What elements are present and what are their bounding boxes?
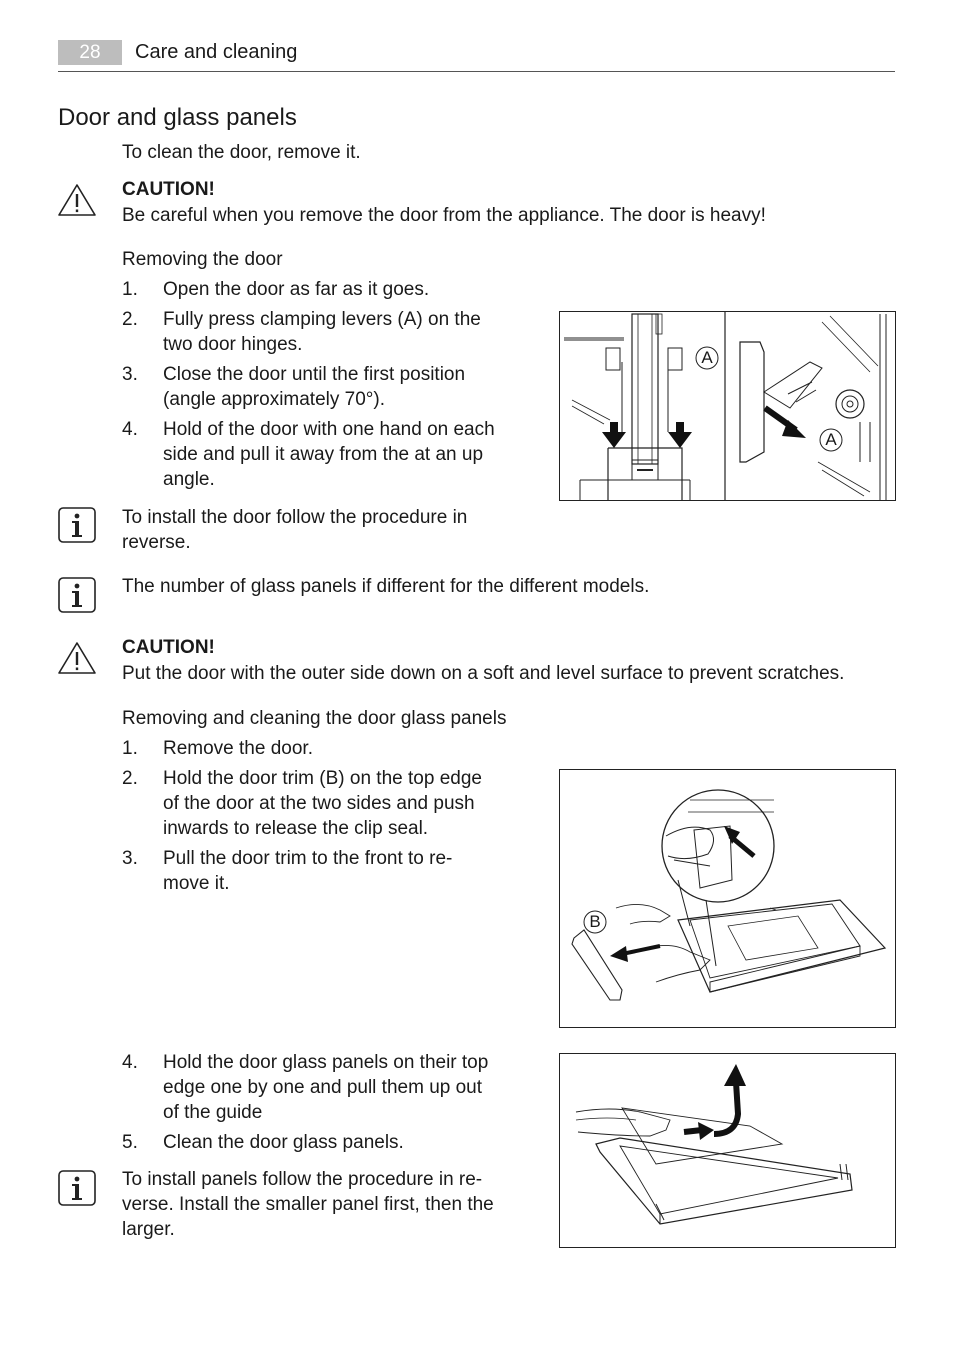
door-trim-illustration	[560, 770, 895, 1027]
list-item: edge one by one and pull them up out	[163, 1077, 483, 1098]
warning-triangle-icon	[57, 641, 97, 675]
list-item: Open the door as far as it goes.	[163, 279, 430, 300]
step-number: 3.	[122, 848, 138, 869]
hinge-label-a: A	[825, 430, 837, 449]
removing-panels-heading: Removing and cleaning the door glass panels	[122, 708, 507, 729]
step-number: 2.	[122, 768, 138, 789]
info-text: reverse.	[122, 532, 191, 553]
info-icon	[58, 577, 96, 613]
info-text: larger.	[122, 1219, 175, 1240]
list-item: Close the door until the first position	[163, 364, 466, 385]
list-item: inwards to release the clip seal.	[163, 818, 429, 839]
step-number: 2.	[122, 309, 138, 330]
list-item: two door hinges.	[163, 334, 303, 355]
glass-panel-illustration	[560, 1054, 895, 1247]
step-number: 4.	[122, 1052, 138, 1073]
intro-text: To clean the door, remove it.	[122, 142, 361, 163]
info-text: verse. Install the smaller panel first, then the	[122, 1194, 494, 1215]
caution-label: CAUTION!	[122, 637, 215, 658]
info-text: To install panels follow the procedure in re-	[122, 1169, 483, 1190]
glass-panel-figure	[559, 1053, 896, 1248]
list-item: Fully press clamping levers (A) on the	[163, 309, 481, 330]
list-item: Remove the door.	[163, 738, 313, 759]
door-trim-figure	[559, 769, 896, 1028]
info-icon	[58, 507, 96, 543]
caution-label: CAUTION!	[122, 179, 215, 200]
list-item: of the guide	[163, 1102, 263, 1123]
caution-text: Be careful when you remove the door from the appliance. The door is heavy!	[122, 205, 766, 226]
header-divider	[58, 71, 895, 72]
info-text: The number of glass panels if different for the different models.	[122, 576, 650, 597]
list-item: of the door at the two sides and push	[163, 793, 475, 814]
info-text: To install the door follow the procedure in	[122, 507, 468, 528]
step-number: 3.	[122, 364, 138, 385]
list-item: Hold of the door with one hand on each	[163, 419, 495, 440]
list-item: Clean the door glass panels.	[163, 1132, 404, 1153]
hinge-figure	[559, 311, 896, 501]
info-icon	[58, 1170, 96, 1206]
warning-triangle-icon	[57, 183, 97, 217]
trim-label-b: B	[589, 912, 601, 931]
list-item: angle.	[163, 469, 215, 490]
step-number: 4.	[122, 419, 138, 440]
removing-door-heading: Removing the door	[122, 249, 283, 270]
list-item: Pull the door trim to the front to re-	[163, 848, 453, 869]
list-item: (angle approximately 70°).	[163, 389, 385, 410]
page-number: 28	[58, 40, 122, 65]
hinge-illustration	[560, 312, 895, 500]
list-item: side and pull it away from the at an up	[163, 444, 484, 465]
page-title: Door and glass panels	[58, 104, 297, 131]
list-item: move it.	[163, 873, 230, 894]
step-number: 1.	[122, 279, 138, 300]
list-item: Hold the door glass panels on their top	[163, 1052, 489, 1073]
step-number: 5.	[122, 1132, 138, 1153]
step-number: 1.	[122, 738, 138, 759]
caution-text: Put the door with the outer side down on a soft and level surface to prevent scratches.	[122, 663, 845, 684]
hinge-label-a: A	[701, 348, 713, 367]
list-item: Hold the door trim (B) on the top edge	[163, 768, 482, 789]
section-title: Care and cleaning	[135, 41, 298, 63]
